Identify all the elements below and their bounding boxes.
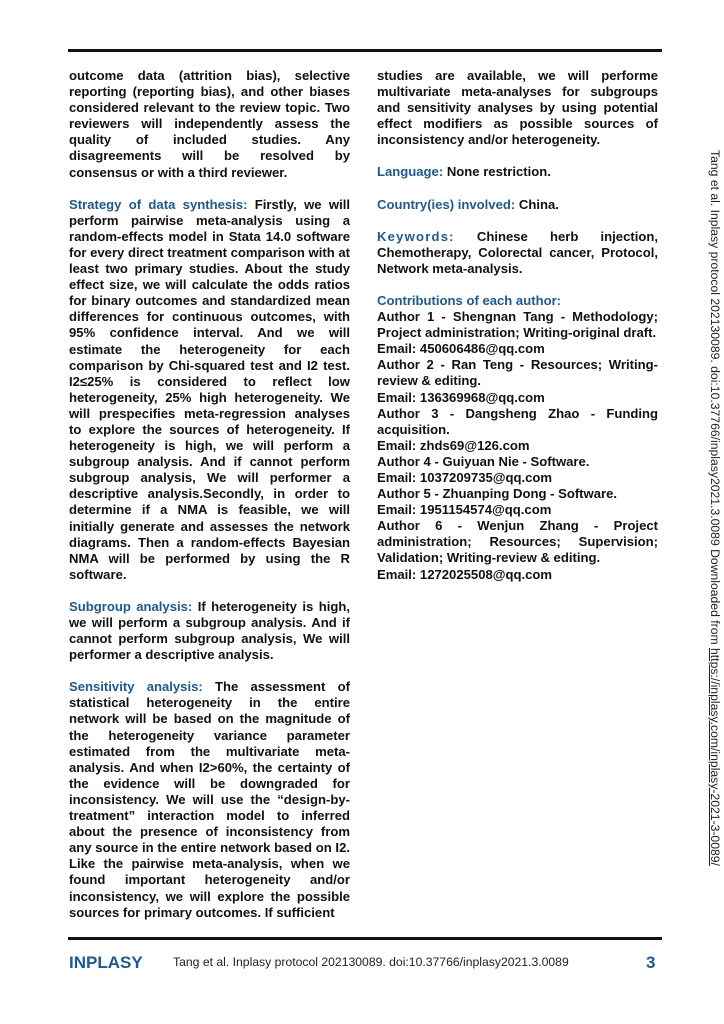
contribution-line: Author 3 - Dangsheng Zhao - Funding acquisition. (377, 405, 658, 437)
contribution-line: Author 4 - Guiyuan Nie - Software. (377, 453, 590, 469)
sensitivity-text: The assessment of statistical heterogeneity in the entire network will be based on the magnitude of the heterogeneity variance parameter estimated from the multivariate meta-analysis. And when I2>60%, the certainty of the evidence will be downgraded for inconsistency. We will use the “design-by-treatment” interaction model to inferred about the presence of inconsistency from any source in the entire network based on I2. Like the pairwise meta-analysis, when we found important heterogeneity and/or inconsistency, we will explore the possible sources for primary outcomes. If sufficient (69, 679, 350, 920)
sensitivity-section (69, 679, 350, 920)
keywords-label: Keywords: (377, 228, 455, 244)
header-rule (68, 49, 662, 52)
strategy-label: Strategy of data synthesis: (69, 196, 248, 212)
subgroup-text: If heterogeneity is high, we will perform a subgroup analysis. And if cannot perform subgroup analysis, We will performer a descriptive analysis. (69, 598, 350, 663)
contribution-email: Email: 1951154574@qq.com (377, 502, 552, 518)
left-column (69, 68, 350, 937)
keywords-text: Chinese herb injection, Chemotherapy, Colorectal cancer, Protocol, Network meta-analysis. (377, 228, 658, 276)
contribution-email: Email: 1272025508@qq.com (377, 566, 553, 582)
continuation-paragraph: studies are available, we will performe multivariate meta-analyses for subgroups and sensitivity analyses by using potential effect modifiers as possible sources of inconsistency and/or heterogeneity. (377, 68, 658, 148)
subgroup-section (69, 599, 350, 663)
language-text: None restriction. (443, 164, 551, 180)
side-note-text: Tang et al. Inplasy protocol 202130089. doi:10.37766/inplasy2021.3.0089 Downloaded from (708, 150, 722, 649)
contribution-email: Email: 450606486@qq.com (377, 341, 545, 357)
page-number: 3 (646, 953, 656, 972)
contribution-line: Author 6 - Wenjun Zhang - Project administration; Resources; Supervision; Validation; Writing-review & editing. (377, 518, 658, 566)
countries-section (377, 197, 658, 213)
language-label: Language: (377, 164, 444, 180)
side-note-text-wrap (708, 150, 722, 866)
strategy-section (69, 197, 350, 583)
strategy-text: Firstly, we will perform pairwise meta-analysis using a random-effects model in Stata 14.0 software for every direct treatment comparison with at least two primary studies. About the study effect size, we will calculate the odds ratios for binary outcomes and standardized mean differences for continuous outcomes, with 95% confidence interval. And we will estimate the heterogeneity for each comparison by Chi-squared test and I2 test. I2≤25% is considered to reflect low heterogeneity, 25% high heterogeneity. We will prespecifies meta-regression analyses to explore the sources of heterogeneity. If heterogeneity is high, we will perform a subgroup analysis. And if cannot perform subgroup analysis, We will performer a descriptive analysis.Secondly, in order to determine if a NMA is feasible, we will initially generate and assesses the network diagrams. Then a random-effects Bayesian NMA will be performed by using the R software. (69, 196, 350, 582)
contribution-email: Email: zhds69@126.com (377, 437, 530, 453)
contribution-email: Email: 1037209735@qq.com (377, 469, 553, 485)
bias-paragraph: outcome data (attrition bias), selective reporting (reporting bias), and other biases considered relevant to the review topic. Two reviewers will independently assess the quality of included studies. Any disagreements will be resolved by consensus or with a third reviewer. (69, 68, 350, 180)
sensitivity-label: Sensitivity analysis: (69, 679, 203, 695)
contributions-label: Contributions of each author: (377, 292, 562, 308)
contribution-line: Author 5 - Zhuanping Dong - Software. (377, 486, 618, 502)
contributions-section (377, 293, 658, 583)
language-section (377, 164, 658, 180)
contribution-email: Email: 136369968@qq.com (377, 389, 545, 405)
footer-brand-logo: INPLASY (69, 953, 143, 972)
side-download-note (706, 150, 722, 910)
keywords-section (377, 229, 658, 277)
right-column (377, 68, 658, 583)
footer-citation: Tang et al. Inplasy protocol 202130089. doi:10.37766/inplasy2021.3.0089 (173, 955, 569, 969)
countries-text: China. (515, 196, 559, 212)
footer-rule (68, 937, 662, 940)
contribution-line: Author 2 - Ran Teng - Resources; Writing-review & editing. (377, 357, 658, 389)
contribution-line: Author 1 - Shengnan Tang - Methodology; Project administration; Writing-original draft. (377, 309, 658, 341)
download-link[interactable]: https://inplasy.com/inplasy-2021-3-0089/ (708, 648, 722, 866)
subgroup-label: Subgroup analysis: (69, 598, 193, 614)
countries-label: Country(ies) involved: (377, 196, 516, 212)
